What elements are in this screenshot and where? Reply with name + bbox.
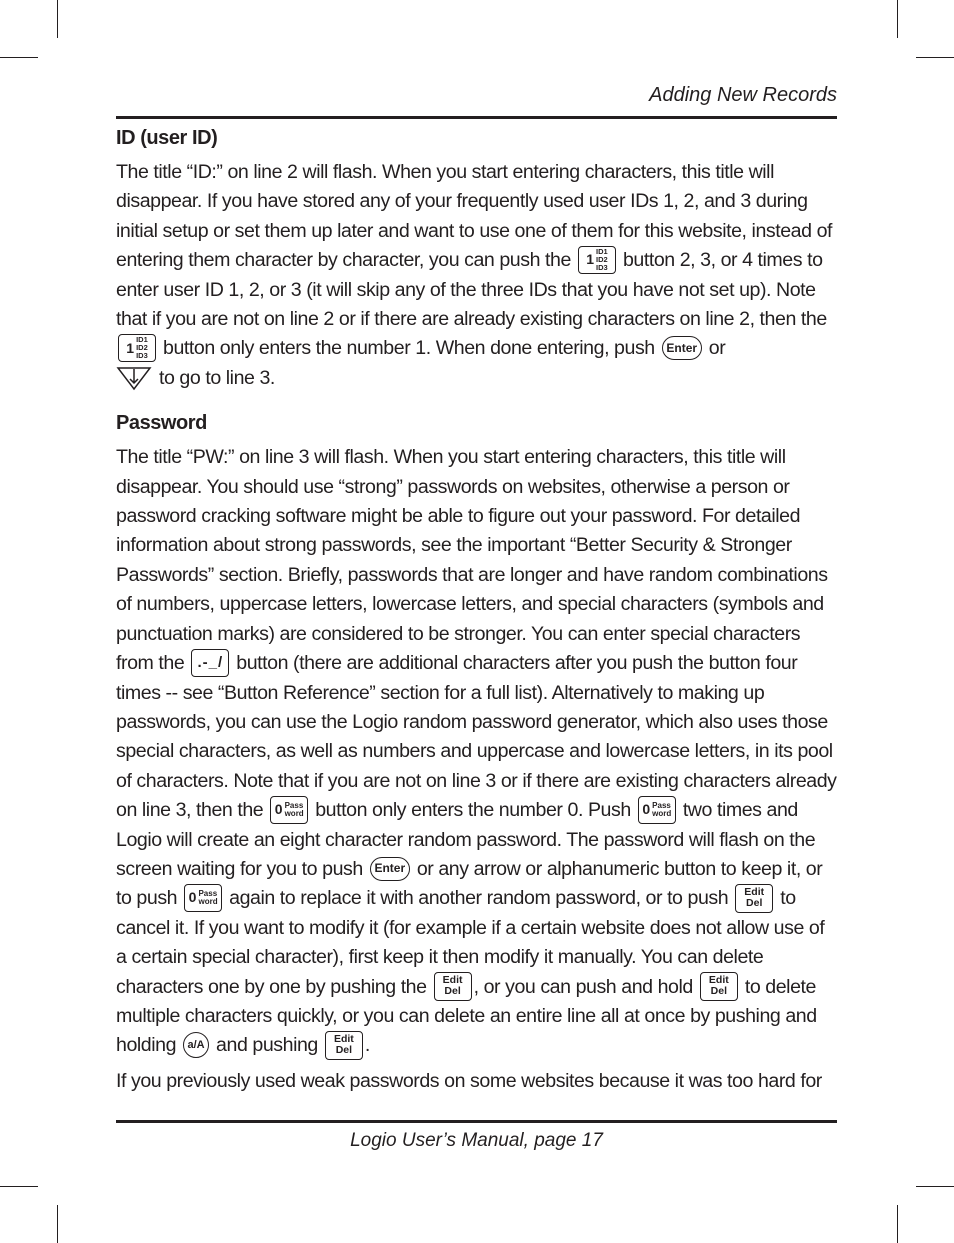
page-body	[116, 124, 838, 1096]
crop-mark	[0, 1186, 38, 1187]
footer-rule	[116, 1120, 837, 1123]
special-characters-button-icon: .-_/	[191, 649, 229, 677]
enter-button-icon: Enter	[662, 336, 702, 360]
crop-mark	[916, 1186, 954, 1187]
crop-mark	[916, 57, 954, 58]
id-button-icon: 1 ID1 ID2 ID3	[578, 246, 616, 274]
section-heading-id: ID (user ID)	[116, 127, 218, 149]
id-paragraph: The title “ID:” on line 2 will flash. When you start entering characters, this title will disappear. If you have stored any of your frequently used user IDs 1, 2, and 3 during initial setup or set them up later and want to use one of them for this website, instead of entering them character by character, you can push the 1 ID1 ID2 ID3 button 2, 3, or 4 times to enter user ID 1, 2, or 3 (it will skip any of the three IDs that you have not set up). Note that if you are not on line 2 or if there are already existing characters on line 2, then the 1 ID1 ID2 ID3 button only enters the number 1. When done entering, push Enter or to go to line 3.	[116, 161, 833, 389]
crop-mark	[57, 1205, 58, 1243]
crop-mark	[897, 0, 898, 38]
password-paragraph: The title “PW:” on line 3 will flash. When you start entering characters, this title will disappear. You should use “strong” passwords on websites, otherwise a person or password cracking software might be able to figure out your password. For detailed information about strong passwords, see the important “Better Security & Stronger Passwords” section. Briefly, passwords that are longer and have random combinations of numbers, uppercase letters, lowercase letters, and special characters (symbols and punctuation marks) are considered to be stronger. You can enter special characters from the .-_/ button (there are additional characters after you push the button four times -- see “Button Reference” section for a full list). Alternatively to making up passwords, you can use the Logio random password generator, which also uses those special characters, as well as numbers and uppercase and lowercase letters, in its pool of characters. Note that if you are not on line 3 or if there are existing characters already on line 3, then the 0 Pass word button only enters the number 0. Push 0 Pass word two times and Logio will create an eight character random password. The password will flash on the screen waiting for you to push Enter or any arrow or alphanumeric button to keep it, or to push 0 Pass word again to replace it with another random password, or to push Edit Del to cancel it. If you want to modify it (for example if a certain website does not allow use of a certain special character), first keep it then modify it manually. You can delete characters one by one by pushing the Edit Del , or you can push and hold Edit Del to delete multiple characters quickly, or you can delete an entire line all at once by pushing and holding a/A and pushing Edit Del .	[116, 443, 838, 1061]
password-paragraph-continued: If you previously used weak passwords on some websites because it was too hard for	[116, 1069, 822, 1092]
down-arrow-icon	[116, 365, 152, 391]
password-button-icon: 0 Pass word	[270, 796, 308, 824]
crop-mark	[897, 1205, 898, 1243]
section-heading-password: Password	[116, 412, 207, 435]
header-rule	[116, 116, 837, 119]
edit-del-button-icon: Edit Del	[325, 1031, 363, 1060]
edit-del-button-icon: Edit Del	[434, 972, 472, 1001]
password-button-icon: 0 Pass word	[638, 796, 676, 824]
edit-del-button-icon: Edit Del	[735, 884, 773, 913]
crop-mark	[0, 57, 38, 58]
crop-mark	[57, 0, 58, 38]
edit-del-button-icon: Edit Del	[700, 972, 738, 1001]
case-toggle-button-icon: a/A	[183, 1032, 209, 1058]
password-button-icon: 0 Pass word	[184, 884, 222, 912]
enter-button-icon: Enter	[370, 857, 410, 881]
id-button-icon: 1 ID1 ID2 ID3	[118, 334, 156, 362]
running-head: Adding New Records	[649, 84, 837, 106]
page-footer: Logio User’s Manual, page 17	[350, 1130, 603, 1151]
